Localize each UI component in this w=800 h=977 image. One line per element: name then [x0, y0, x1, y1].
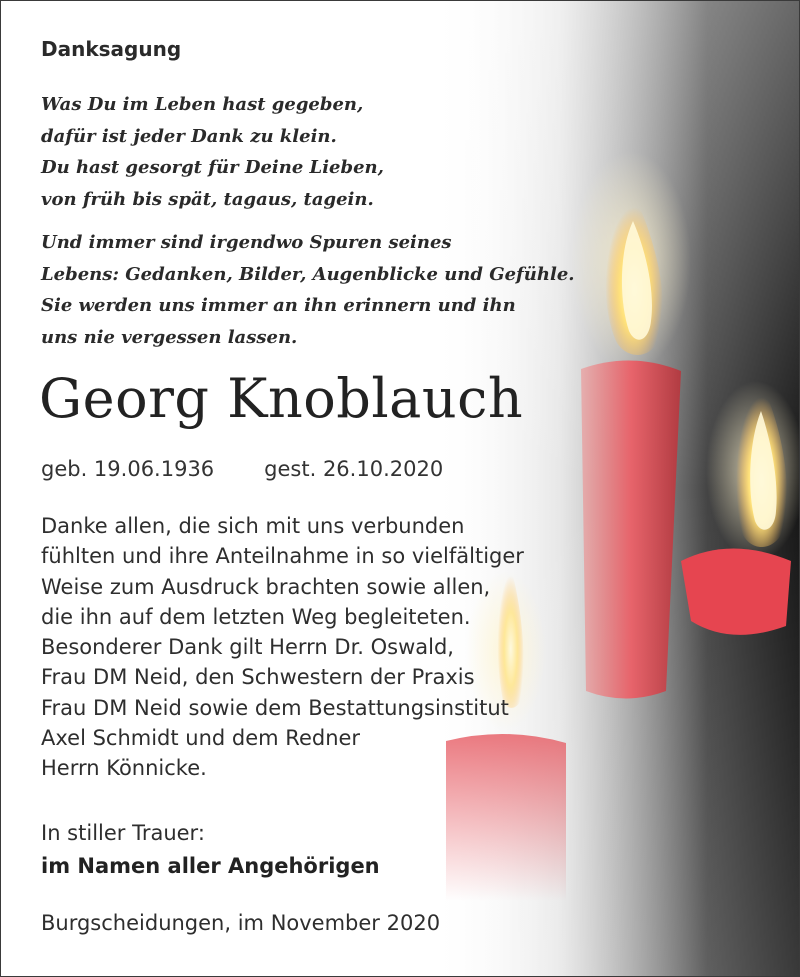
poem-line: Lebens: Gedanken, Bilder, Augenblicke und Gefühle. [41, 263, 575, 285]
poem-stanza-1 [41, 89, 384, 215]
heading-danksagung: Danksagung [41, 37, 182, 61]
mourning-line: In stiller Trauer: [41, 821, 205, 845]
poem-line: Was Du im Leben hast gegeben, [41, 94, 364, 115]
thanks-line: Danke allen, die sich mit uns verbunden [41, 514, 465, 538]
thanks-line: Frau DM Neid sowie dem Bestattungsinstitut [41, 695, 509, 720]
thanks-line: Besonderer Dank gilt Herrn Dr. Oswald, [41, 635, 454, 660]
deceased-name: Georg Knoblauch [39, 367, 524, 430]
poem-line: Sie werden uns immer an ihn erinnern und ihn [41, 295, 516, 316]
signature-line: im Namen aller Angehörigen [41, 854, 380, 878]
poem-line: dafür ist jeder Dank zu klein. [41, 125, 337, 147]
birth-date: geb. 19.06.1936 [41, 457, 215, 481]
thanks-line: fühlten und ihre Anteilnahme in so vielfältiger [41, 544, 524, 569]
death-date: gest. 26.10.2020 [264, 457, 444, 481]
poem-line: von früh bis spät, tagaus, tagein. [41, 188, 374, 210]
thanks-paragraph [41, 511, 524, 784]
life-dates [41, 457, 443, 481]
poem-line: Du hast gesorgt für Deine Lieben, [41, 157, 384, 178]
thanks-line: Frau DM Neid, den Schwestern der Praxis [41, 665, 475, 690]
place-and-date: Burgscheidungen, im November 2020 [41, 911, 441, 935]
thanks-line: Herrn Könnicke. [41, 756, 207, 781]
thanks-line: Weise zum Ausdruck brachten sowie allen, [41, 574, 491, 599]
poem-line: Und immer sind irgendwo Spuren seines [41, 232, 452, 253]
poem-stanza-2 [41, 227, 575, 353]
poem-line: uns nie vergessen lassen. [41, 326, 298, 348]
thanks-line: die ihn auf dem letzten Weg begleiteten. [41, 604, 471, 629]
thanks-line: Axel Schmidt und dem Redner [41, 726, 361, 751]
